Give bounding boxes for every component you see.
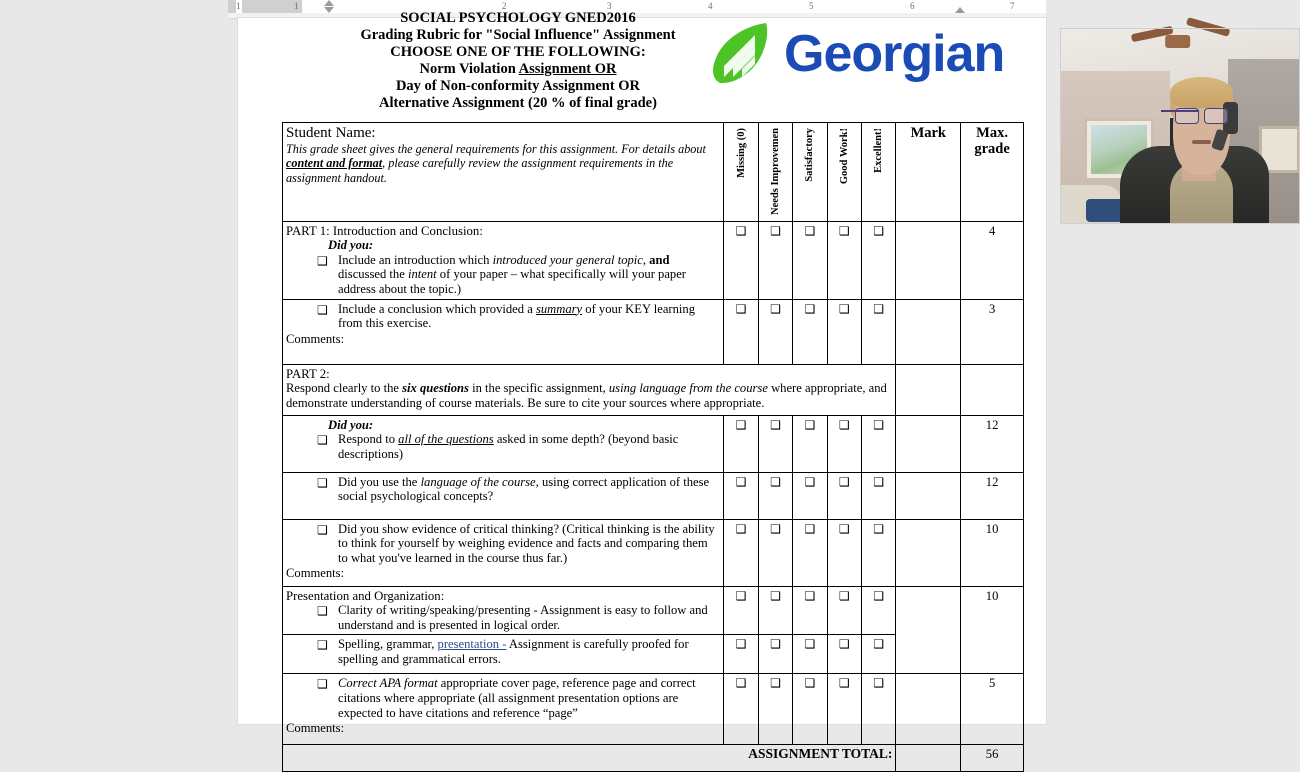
- check-cell[interactable]: [724, 519, 758, 586]
- checkbox-icon[interactable]: ❑: [317, 677, 328, 692]
- part3-comments-label[interactable]: Comments:: [286, 721, 345, 736]
- table-row-part2-intro: [283, 364, 1024, 415]
- max-grade-cell: 4: [961, 221, 1024, 299]
- table-row-part2-depth: [283, 415, 1024, 472]
- check-cell[interactable]: [827, 299, 861, 364]
- part2-depth-cell[interactable]: [283, 415, 724, 472]
- check-cell[interactable]: [827, 635, 861, 674]
- heading-norm-link[interactable]: Assignment OR: [518, 61, 617, 77]
- checkbox-icon[interactable]: ❑: [873, 474, 885, 489]
- check-cell[interactable]: [758, 221, 792, 299]
- table-row-total: [283, 745, 1024, 772]
- max-grade-cell: 12: [961, 415, 1024, 472]
- p1r2-t3: of your KEY learning from this exercise.: [338, 301, 695, 331]
- rating-header-missing-label: Missing (0): [735, 128, 747, 178]
- check-cell[interactable]: [827, 519, 861, 586]
- checkbox-icon[interactable]: ❑: [838, 637, 850, 652]
- p1r1-t7: of your paper – what specifically will your paper address about the topic.): [338, 267, 686, 296]
- p1r1-t2: introduced your general topic: [492, 252, 643, 267]
- part3-item-1: [286, 603, 720, 632]
- mark-cell[interactable]: [896, 415, 961, 472]
- ruler-tick-4: 4: [708, 1, 713, 11]
- rating-header-satisfactory-label: Satisfactory: [804, 128, 816, 182]
- part1-intro-cell[interactable]: [283, 221, 724, 299]
- checkbox-icon[interactable]: ❑: [804, 223, 816, 238]
- part2-didyou: Did you:: [328, 417, 374, 432]
- check-cell[interactable]: [793, 635, 827, 674]
- check-cell[interactable]: [758, 299, 792, 364]
- table-row-part1-conclusion: [283, 299, 1024, 364]
- checkbox-icon[interactable]: ❑: [804, 474, 816, 489]
- checkbox-icon[interactable]: ❑: [317, 638, 328, 653]
- check-cell[interactable]: [827, 586, 861, 635]
- mark-cell[interactable]: [896, 586, 961, 674]
- check-cell[interactable]: [861, 415, 895, 472]
- checkbox-icon[interactable]: ❑: [735, 521, 747, 536]
- checkbox-icon[interactable]: ❑: [838, 588, 850, 603]
- table-row-presentation-apa: [283, 674, 1024, 745]
- total-mark-cell[interactable]: [896, 745, 961, 772]
- check-cell[interactable]: [758, 472, 792, 519]
- p1r1-t5: discussed the: [338, 267, 408, 282]
- table-row-part2-language: [283, 472, 1024, 519]
- checkbox-icon[interactable]: ❑: [735, 474, 747, 489]
- p1r2-t2: summary: [535, 301, 583, 316]
- p2i-c: in the specific assignment,: [468, 381, 609, 396]
- part1-conclusion-cell[interactable]: [283, 299, 724, 364]
- checkbox-icon[interactable]: ❑: [838, 676, 850, 691]
- rating-header-excellent: [861, 123, 895, 222]
- max-grade-cell: 3: [961, 299, 1024, 364]
- ruler-tick-0: 1: [236, 1, 241, 11]
- checkbox-icon[interactable]: ❑: [317, 302, 328, 317]
- mark-cell[interactable]: [896, 221, 961, 299]
- p2r2-t1: Did you use the: [338, 474, 421, 489]
- ruler-tick-2: 2: [502, 1, 507, 11]
- heading-line-alternative: Alternative Assignment (20 % of final grade): [379, 95, 657, 111]
- checkbox-icon[interactable]: ❑: [873, 223, 885, 238]
- total-max-cell: 56: [961, 745, 1024, 772]
- presentation-clarity-cell[interactable]: [283, 586, 724, 635]
- document-heading: [238, 10, 1046, 122]
- part1-item-2: [286, 302, 720, 331]
- checkbox-icon[interactable]: ❑: [317, 475, 328, 490]
- rating-header-needs-improvement: [758, 123, 792, 222]
- check-cell[interactable]: [827, 472, 861, 519]
- check-cell[interactable]: [861, 674, 895, 745]
- ruler-tick-1: 1: [294, 1, 299, 11]
- student-note: [286, 142, 720, 185]
- part2-item-1: [286, 432, 720, 461]
- p1r2-t1: Include a conclusion which provided a: [338, 301, 536, 316]
- p3r2-t3: Assignment is carefully proofed for spelling and grammatical errors.: [338, 637, 689, 666]
- checkbox-icon[interactable]: ❑: [838, 417, 850, 432]
- p1r1-t6: intent: [407, 267, 437, 282]
- checkbox-icon[interactable]: ❑: [873, 417, 885, 432]
- assignment-total-label: ASSIGNMENT TOTAL:: [283, 745, 896, 772]
- check-cell[interactable]: [861, 635, 895, 674]
- check-cell[interactable]: [861, 519, 895, 586]
- student-name-label: Student Name:: [286, 125, 376, 141]
- mark-cell[interactable]: [896, 674, 961, 745]
- checkbox-icon[interactable]: ❑: [873, 588, 885, 603]
- p3r2-t1: Spelling, grammar,: [338, 637, 438, 652]
- part2-intro-text: [286, 381, 892, 410]
- checkbox-icon[interactable]: ❑: [873, 676, 885, 691]
- table-row-part1-intro: [283, 221, 1024, 299]
- rating-header-good-work-label: Good Work!: [838, 128, 850, 185]
- heading-line-nonconformity: Day of Non-conformity Assignment OR: [395, 78, 641, 94]
- person-mouth: [1192, 140, 1211, 145]
- ruler-tick-7: 7: [1010, 1, 1015, 11]
- checkbox-icon[interactable]: ❑: [838, 301, 850, 316]
- mark-cell[interactable]: [896, 299, 961, 364]
- check-cell[interactable]: [793, 519, 827, 586]
- checkbox-icon[interactable]: ❑: [770, 676, 781, 691]
- checkbox-icon[interactable]: ❑: [804, 676, 816, 691]
- check-cell[interactable]: [793, 472, 827, 519]
- checkbox-icon[interactable]: ❑: [873, 301, 885, 316]
- max-grade-cell: 5: [961, 674, 1024, 745]
- check-cell[interactable]: [793, 221, 827, 299]
- max-grade-cell: 10: [961, 519, 1024, 586]
- p3r1-t1: Clarity of writing/speaking/presenting - Assignment is easy to follow and understand and is presented in logical order.: [338, 603, 708, 632]
- check-cell[interactable]: [724, 415, 758, 472]
- p1r1-t1: Include an introduction which: [338, 252, 493, 267]
- p2i-e: where appropriate, and demonstrate understanding of course materials. Be sure to cite your sources where appropriate.: [286, 381, 887, 410]
- mark-cell[interactable]: [896, 519, 961, 586]
- mark-cell[interactable]: [896, 364, 961, 415]
- p2i-d: using language from the course: [608, 381, 768, 396]
- max-grade-cell: 10: [961, 586, 1024, 674]
- check-cell[interactable]: [793, 415, 827, 472]
- checkbox-icon[interactable]: ❑: [317, 433, 328, 448]
- part1-item-1: [286, 253, 720, 297]
- checkbox-icon[interactable]: ❑: [735, 417, 747, 432]
- part1-title: PART 1: Introduction and Conclusion:: [286, 223, 483, 238]
- check-cell[interactable]: [724, 472, 758, 519]
- checkbox-icon[interactable]: ❑: [838, 521, 850, 536]
- heading-line-choose: CHOOSE ONE OF THE FOLLOWING:: [390, 44, 646, 60]
- part3-title: Presentation and Organization:: [286, 588, 445, 603]
- checkbox-icon[interactable]: ❑: [317, 253, 328, 268]
- checkbox-icon[interactable]: ❑: [770, 588, 781, 603]
- check-cell[interactable]: [724, 299, 758, 364]
- checkbox-icon[interactable]: ❑: [804, 637, 816, 652]
- checkbox-icon[interactable]: ❑: [317, 604, 328, 619]
- check-cell[interactable]: [861, 221, 895, 299]
- student-note-c: , please carefully review the assignment requirements in the assignment handout.: [286, 156, 674, 185]
- checkbox-icon[interactable]: ❑: [873, 637, 885, 652]
- table-row-presentation-clarity: [283, 586, 1024, 635]
- checkbox-icon[interactable]: ❑: [770, 301, 781, 316]
- check-cell[interactable]: [793, 674, 827, 745]
- checkbox-icon[interactable]: ❑: [770, 637, 781, 652]
- checkbox-icon[interactable]: ❑: [735, 637, 747, 652]
- glasses-right-lens: [1204, 108, 1228, 124]
- document-page[interactable]: [238, 10, 1046, 762]
- ruler-tick-6: 6: [910, 1, 915, 11]
- grading-rubric-table: [282, 122, 1024, 772]
- student-note-a: This grade sheet gives the general requirements for this assignment. For details about: [286, 142, 706, 156]
- check-cell[interactable]: [861, 586, 895, 635]
- checkbox-icon[interactable]: ❑: [735, 588, 747, 603]
- mark-header: Mark: [896, 123, 961, 222]
- part2-intro-cell[interactable]: [283, 364, 896, 415]
- presentation-apa-cell[interactable]: [283, 674, 724, 745]
- heading-line-course: SOCIAL PSYCHOLOGY GNED2016: [400, 10, 636, 26]
- check-cell[interactable]: [758, 519, 792, 586]
- part3-item-2: [286, 637, 720, 666]
- mark-cell[interactable]: [896, 472, 961, 519]
- ceiling-fan-icon: [1127, 20, 1233, 51]
- checkbox-icon[interactable]: ❑: [804, 521, 816, 536]
- webcam-participant-tile[interactable]: [1060, 28, 1300, 224]
- rating-header-needs-improvement-label: Needs Improvemen: [769, 128, 781, 216]
- check-cell[interactable]: [724, 674, 758, 745]
- checkbox-icon[interactable]: ❑: [317, 522, 328, 537]
- part2-item-3: [286, 522, 720, 566]
- max-grade-cell: [961, 364, 1024, 415]
- checkbox-icon[interactable]: ❑: [735, 301, 747, 316]
- p2r3-t1: Did you show evidence of critical thinking? (Critical thinking is the ability to think for yourself by weighing evidence and facts and comparing them to what you've learned in the course thus far.): [338, 521, 715, 565]
- check-cell[interactable]: [724, 635, 758, 674]
- first-line-indent-marker[interactable]: [324, 0, 334, 6]
- p2i-b: six questions: [402, 381, 469, 396]
- p3r3-t2: appropriate cover page, reference page and correct citations where appropriate (all assignment presentation options are expected to have citations and reference “page”: [338, 676, 696, 720]
- max-grade-header: Max. grade: [961, 123, 1024, 222]
- georgian-college-logo: [706, 22, 1026, 94]
- part1-didyou: Did you:: [328, 238, 374, 253]
- p2i-a: Respond clearly to the: [286, 381, 403, 396]
- check-cell[interactable]: [827, 221, 861, 299]
- checkbox-icon[interactable]: ❑: [735, 676, 747, 691]
- p2r2-t2: language of the course: [420, 474, 536, 489]
- check-cell[interactable]: [758, 586, 792, 635]
- part2-critical-cell[interactable]: [283, 519, 724, 586]
- checkbox-icon[interactable]: ❑: [735, 223, 747, 238]
- p2r1-t3: asked in some depth? (beyond basic descriptions): [338, 432, 679, 461]
- part2-item-2: [286, 475, 720, 504]
- check-cell[interactable]: [724, 586, 758, 635]
- part2-comments-label[interactable]: Comments:: [286, 566, 345, 581]
- checkbox-icon[interactable]: ❑: [804, 588, 816, 603]
- student-info-cell[interactable]: [283, 123, 724, 222]
- check-cell[interactable]: [861, 472, 895, 519]
- ruler-left-margin-zone: [228, 0, 236, 13]
- document-body: [238, 10, 1046, 772]
- georgian-wordmark: Georgian: [784, 25, 1005, 83]
- rating-header-missing: [724, 123, 758, 222]
- checkbox-icon[interactable]: ❑: [838, 474, 850, 489]
- checkbox-icon[interactable]: ❑: [804, 417, 816, 432]
- part1-comments-label[interactable]: Comments:: [286, 331, 345, 346]
- max-grade-cell: 12: [961, 472, 1024, 519]
- p3r2-spellcheck-text[interactable]: presentation -: [437, 637, 507, 652]
- check-cell[interactable]: [758, 635, 792, 674]
- rating-header-excellent-label: Excellent!: [873, 128, 885, 173]
- p3r3-t1: Correct APA format: [338, 676, 438, 691]
- checkbox-icon[interactable]: ❑: [770, 474, 781, 489]
- check-cell[interactable]: [758, 415, 792, 472]
- checkbox-icon[interactable]: ❑: [770, 417, 781, 432]
- checkbox-icon[interactable]: ❑: [838, 223, 850, 238]
- part2-title: PART 2:: [286, 366, 330, 381]
- part3-item-3: [286, 676, 720, 720]
- check-cell[interactable]: [758, 674, 792, 745]
- check-cell[interactable]: [861, 299, 895, 364]
- glasses-bridge: [1161, 110, 1199, 112]
- check-cell[interactable]: [724, 221, 758, 299]
- ruler-tick-5: 5: [809, 1, 814, 11]
- webcam-video-frame: [1060, 28, 1300, 224]
- checkbox-icon[interactable]: ❑: [804, 301, 816, 316]
- table-header-row: [283, 123, 1024, 222]
- part2-language-cell[interactable]: [283, 472, 724, 519]
- student-note-emphasis: content and format: [286, 156, 383, 171]
- check-cell[interactable]: [793, 586, 827, 635]
- rating-header-satisfactory: [793, 123, 827, 222]
- check-cell[interactable]: [827, 415, 861, 472]
- checkbox-icon[interactable]: ❑: [873, 521, 885, 536]
- heading-line-rubric: Grading Rubric for "Social Influence" Assignment: [360, 27, 676, 43]
- presentation-spelling-cell[interactable]: [283, 635, 724, 674]
- p1r1-t4: and: [649, 252, 670, 267]
- heading-norm-prefix: Norm Violation: [419, 61, 519, 77]
- p1r1-t3: ,: [642, 252, 650, 267]
- table-row-part2-critical: [283, 519, 1024, 586]
- p2r2-t3: , using correct application of these social psychological concepts?: [338, 474, 710, 504]
- georgian-leaf-icon: [706, 22, 782, 84]
- p2r1-t1: Respond to: [338, 432, 399, 447]
- rating-header-good-work: [827, 123, 861, 222]
- p2r1-t2: all of the questions: [398, 432, 494, 447]
- check-cell[interactable]: [793, 299, 827, 364]
- checkbox-icon[interactable]: ❑: [770, 223, 781, 238]
- ruler-tick-3: 3: [607, 1, 612, 11]
- check-cell[interactable]: [827, 674, 861, 745]
- checkbox-icon[interactable]: ❑: [770, 521, 781, 536]
